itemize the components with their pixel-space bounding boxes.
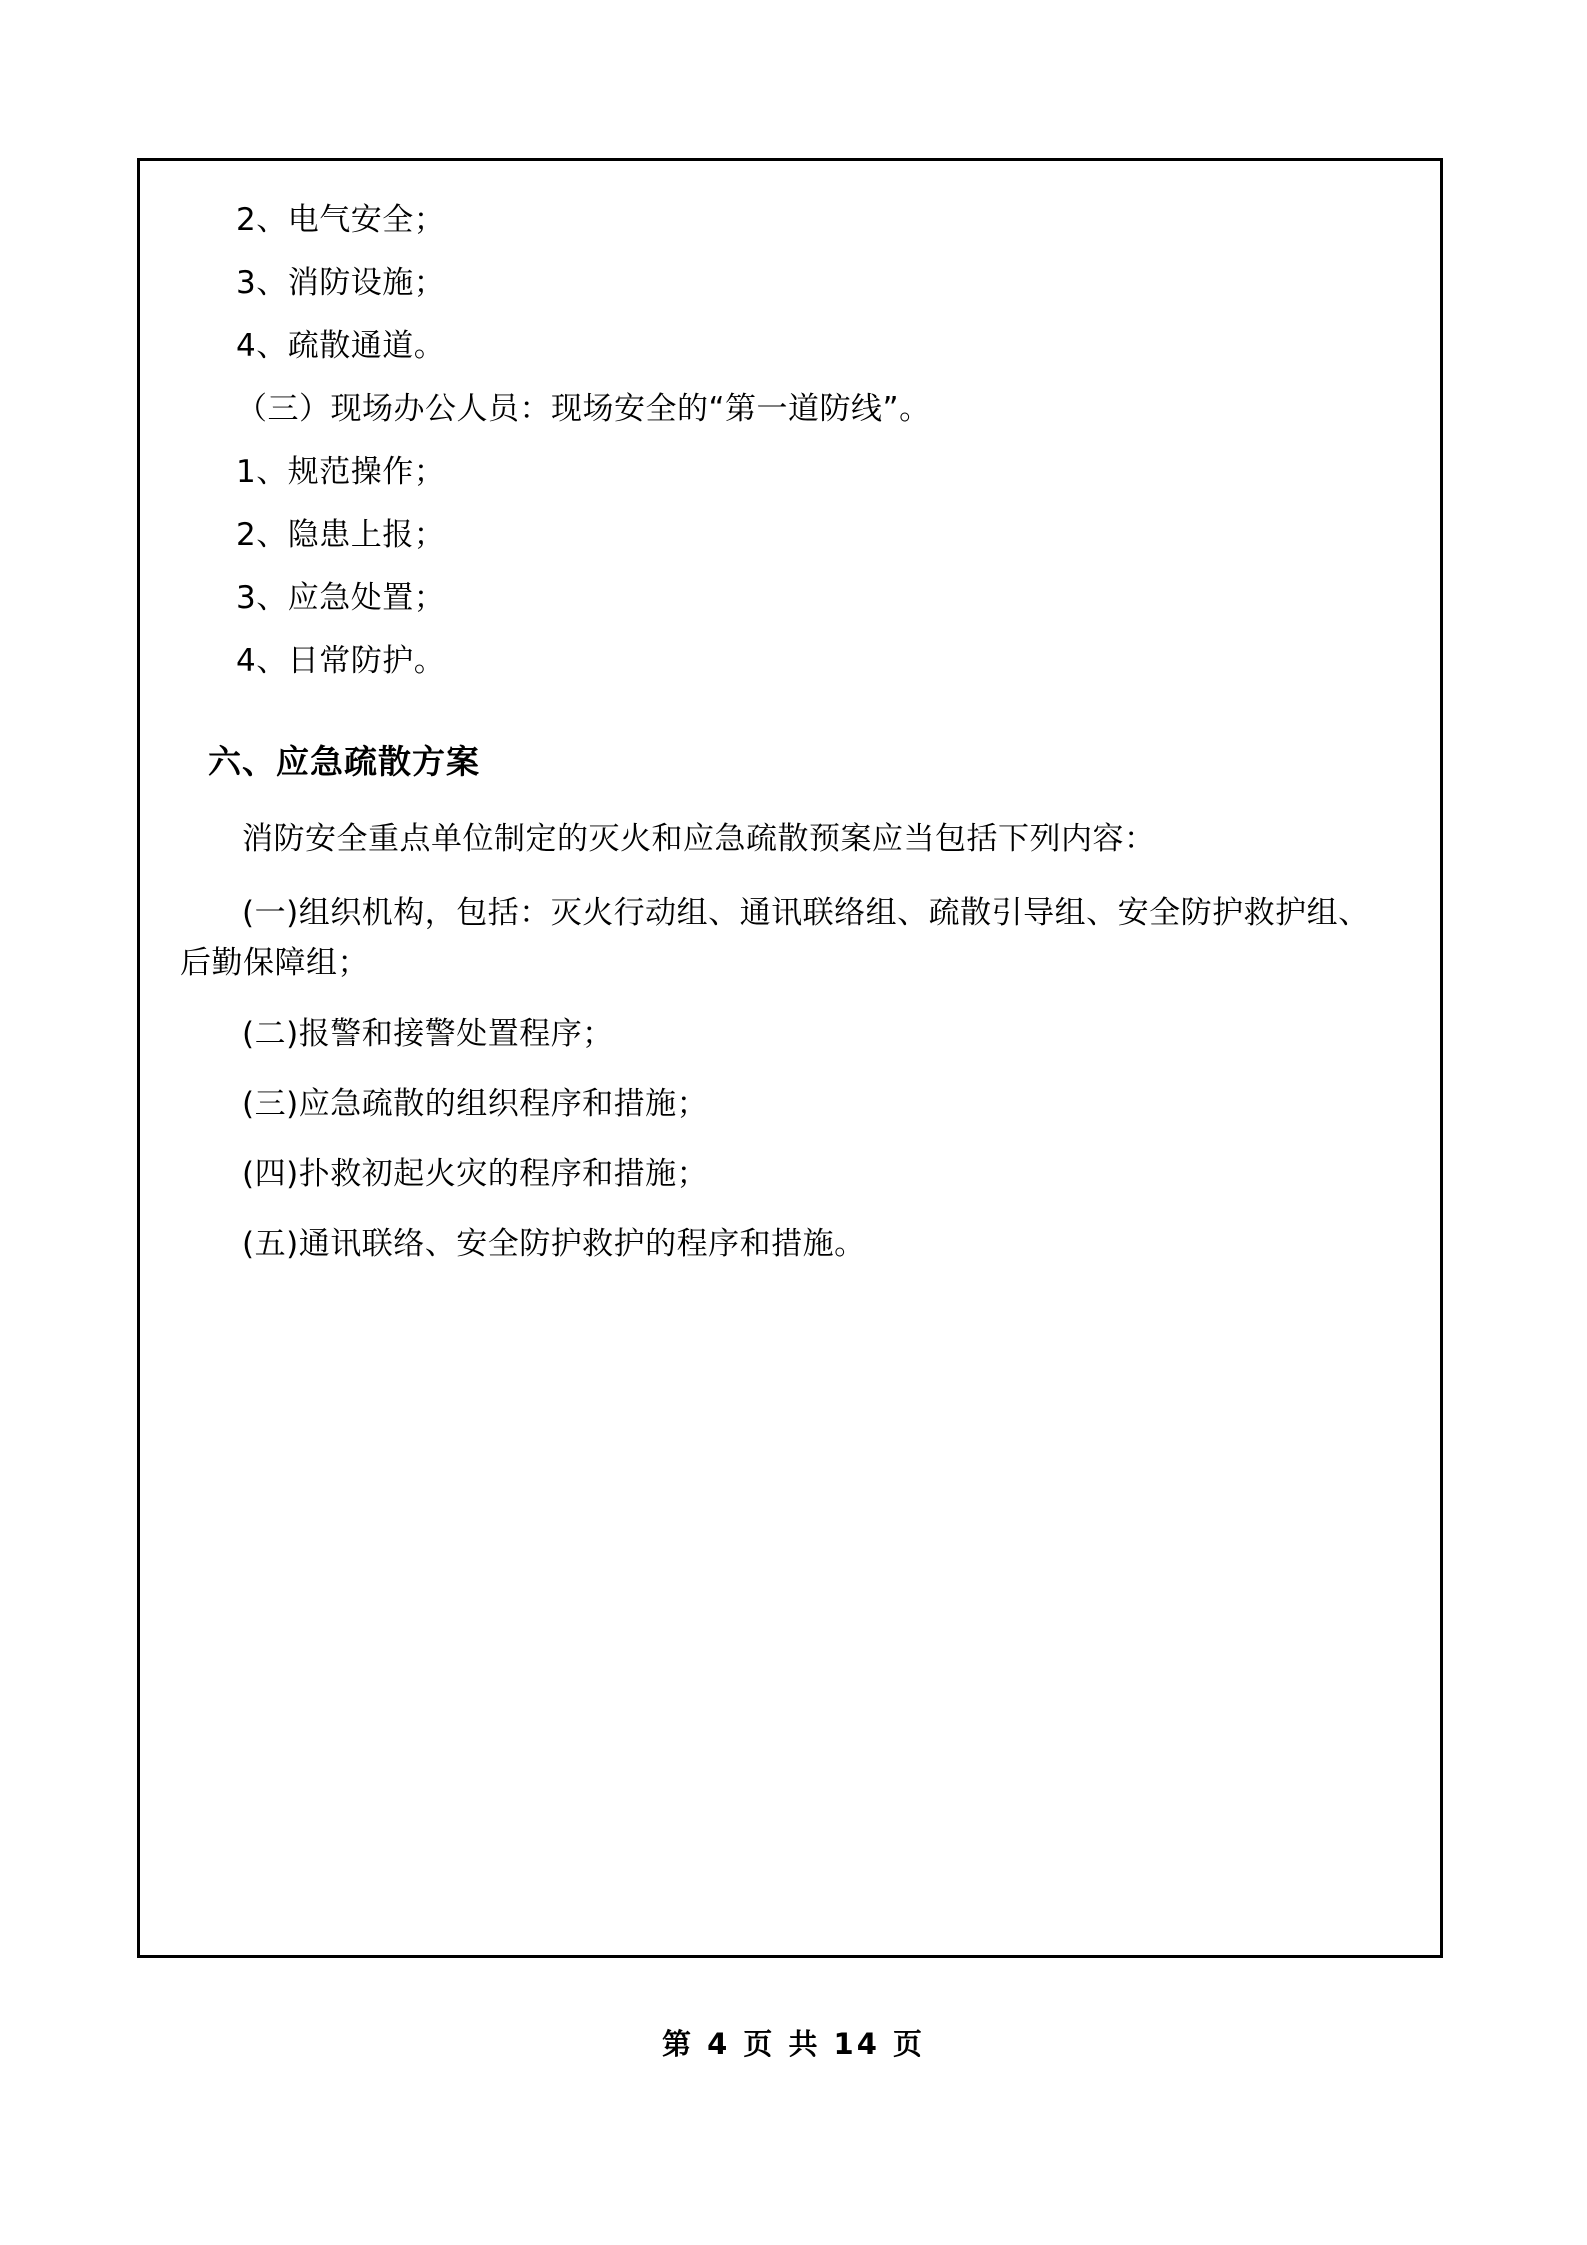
clause-item: (四)扑救初起火灾的程序和措施； xyxy=(242,1156,709,1193)
list-item: 2、隐患上报； xyxy=(236,517,446,553)
list-item: 1、规范操作； xyxy=(236,454,446,490)
section-intro-paragraph: 消防安全重点单位制定的灭火和应急疏散预案应当包括下列内容： xyxy=(242,821,1156,857)
section-heading: 六、应急疏散方案 xyxy=(208,742,480,781)
list-item: 4、日常防护。 xyxy=(236,643,446,679)
list-item: 3、消防设施； xyxy=(236,265,446,301)
list-item: 4、疏散通道。 xyxy=(236,328,446,364)
page-footer: 第 4 页 共 14 页 xyxy=(661,2027,926,2061)
list-item: （三）现场办公人员：现场安全的“第一道防线”。 xyxy=(236,391,931,427)
list-item: 3、应急处置； xyxy=(236,580,446,616)
document-border-frame xyxy=(137,158,1443,1958)
clause-item: (五)通讯联络、安全防护救护的程序和措施。 xyxy=(242,1226,866,1263)
list-item: 2、电气安全； xyxy=(236,202,446,238)
clause-item: (二)报警和接警处置程序； xyxy=(242,1015,614,1052)
clause-item: (三)应急疏散的组织程序和措施； xyxy=(242,1085,709,1122)
document-content xyxy=(180,189,1400,1280)
clause-item: (一)组织机构，包括：灭火行动组、通讯联络组、疏散引导组、安全防护救护组、后勤保障组； xyxy=(180,895,1370,982)
